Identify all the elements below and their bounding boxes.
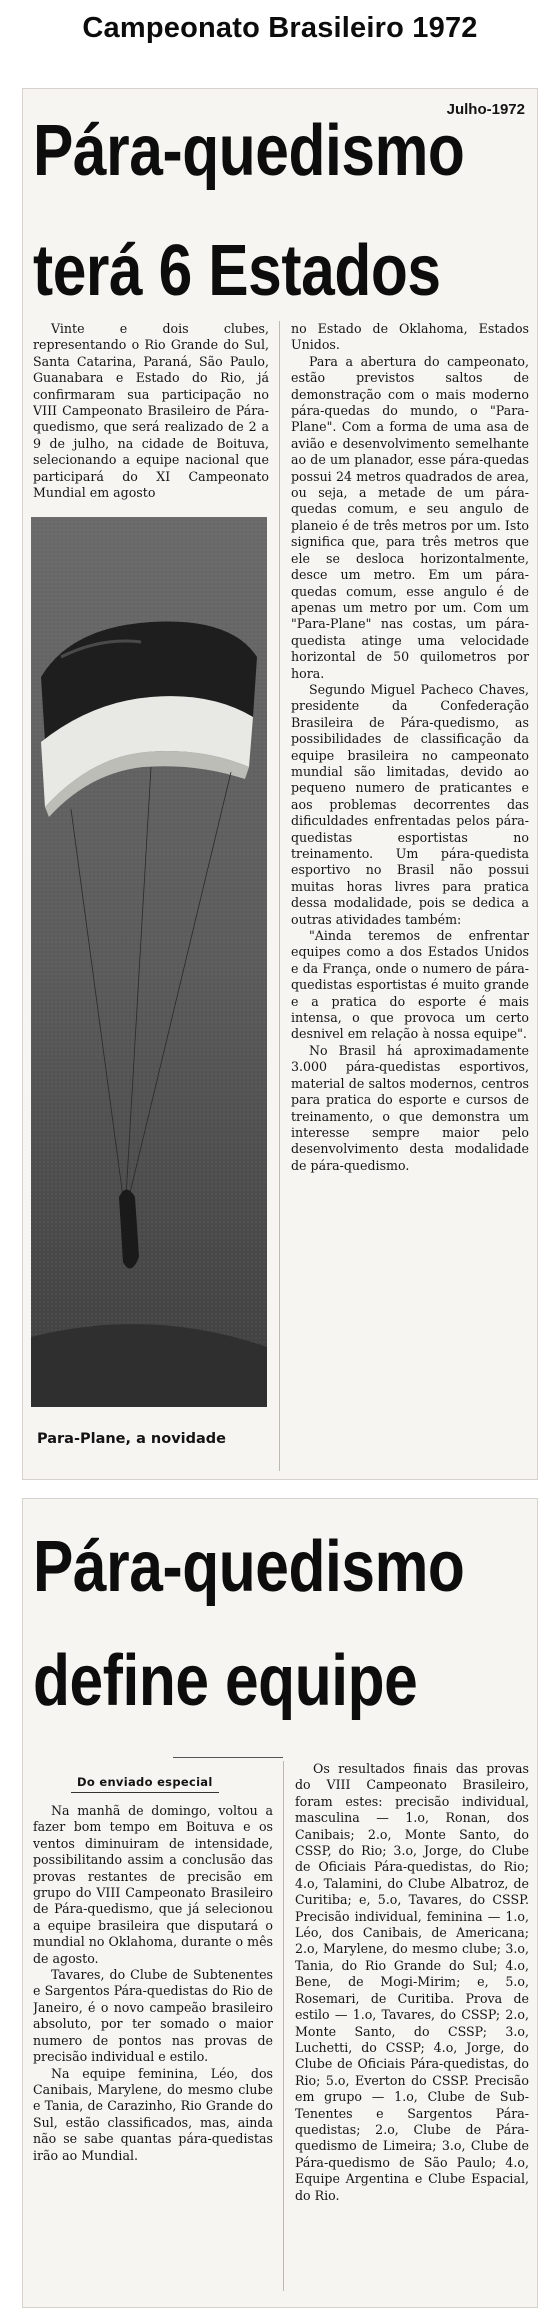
headline-line-1: Pára-quedismo	[33, 111, 465, 191]
paragraph: Na equipe feminina, Léo, dos Canibais, Marylene, do mesmo clube e Tania, de Carazinho, Rio Grande do Sul, estão classificados, mas, ainda não se sabe quantas pára-quedistas irão ao Mundial.	[33, 2065, 273, 2163]
article1-column-2	[291, 321, 529, 1471]
photo-para-plane	[31, 517, 267, 1407]
photo-caption: Para-Plane, a novidade	[37, 1431, 226, 1447]
newspaper-clipping-2	[22, 1498, 538, 2308]
byline: Do enviado especial	[71, 1775, 219, 1793]
paragraph: Na manhã de domingo, voltou a fazer bom tempo em Boituva e os ventos diminuiram de intensidade, possibilitando assim a conclusão das provas restantes de precisão em grupo do VIII Campeonato Brasileiro de Pára-quedismo, que já selecionou a equipe brasileira que disputará o mundial no Oklahoma, durante o mês de agosto.	[33, 1803, 273, 1966]
headline-line-2: define equipe	[33, 1641, 418, 1721]
column-divider	[283, 1761, 284, 2291]
parachute-photo-icon	[31, 517, 267, 1407]
article1-column-1	[33, 321, 269, 507]
paragraph: Segundo Miguel Pacheco Chaves, presidente da Confederação Brasileira de Pára-quedismo, as possibilidades de classificação da equipe brasileira no campeonato mundial são limitadas, devido ao pequeno numero de praticantes e aos problemas decorrentes das dificuldades enfrentadas pelos pára-quedistas esportistas no treinamento. Um pára-quedista esportivo no Brasil não possui muitas horas livres para pratica dessa modalidade, pois se dedica a outras atividades também:	[291, 681, 529, 927]
article2-column-2	[295, 1761, 529, 2301]
quote-paragraph: "Ainda teremos de enfrentar equipes como a dos Estados Unidos e da França, onde o numero de pára-quedistas esportistas é muito grande e a pratica do esporte é mais intensa, o que provoca um certo desnivel em relação à nossa equipe".	[291, 928, 529, 1042]
paragraph: Tavares, do Clube de Subtenentes e Sargentos Pára-quedistas do Rio de Janeiro, é o novo campeão brasileiro absoluto, por ter somado o maior numero de pontos nas provas de precisão individual e estilo.	[33, 1967, 273, 2065]
paragraph: Os resultados finais das provas do VIII Campeonato Brasileiro, foram estes: precisão individual, masculina — 1.o, Ronan, dos Canibais; 2.o, Monte Santo, do CSSP, do Rio; 3.o, Jorge, do Clube de Oficiais Pára-quedistas, do Rio; 4.o, Talamini, do Clube Albatroz, de Curitiba; e, 5.o, Tavares, do CSSP. Precisão individual, feminina — 1.o, Léo, dos Canibais, de Americana; 2.o, Marylene, do mesmo clube; 3.o, Tania, do Rio Grande do Sul; 4.o, Bene, de Mogi-Mirim; e, 5.o, Rosemari, de Curitiba. Prova de estilo — 1.o, Tavares, do CSSP; 2.o, Monte Santo, do CSSP; 3.o, Luchetti, do CSSP; 4.o, Jorge, do Clube de Oficiais Pára-quedistas, do Rio; 5.o, Everton do CSSP. Precisão em grupo — 1.o, Clube de Sub-Tenentes e Sargentos Pára-quedistas; 2.o, Clube de Pára-quedismo de Limeira; 3.o, Clube de Pára-quedismo de São Paulo; 4.o, Equipe Argentina e Clube Espacial, do Rio.	[295, 1761, 529, 2203]
article2-column-1	[33, 1803, 273, 2293]
article-date: Julho-1972	[446, 101, 525, 118]
column-divider	[279, 321, 280, 1471]
headline-line-2: terá 6 Estados	[33, 231, 441, 311]
paragraph: Vinte e dois clubes, representando o Rio Grande do Sul, Santa Catarina, Paraná, São Paulo, Guanabara e Estado do Rio, já confirmaram sua participação no VIII Campeonato Brasileiro de Pára-quedismo, que será realizado de 2 a 9 de julho, na cidade de Boituva, selecionando a equipe nacional que participará do XI Campeonato Mundial em agosto	[33, 321, 269, 501]
paragraph: Para a abertura do campeonato, estão previstos saltos de demonstração com o mais moderno pára-quedas do mundo, o "Para-Plane". Com a forma de uma asa de avião e desenvolvimento semelhante ao de um planador, esse pára-quedas possui 24 metros quadrados de area, ou seja, a metade de um pára-quedas comum, e seu angulo de planeio é de três metros por um. Isto significa que, para três metros que ele se desloca horizontalmente, desce um metro. Em um pára-quedas comum, esse angulo é de apenas um metro por um. Com um "Para-Plane" nas costas, um pára-quedista atinge uma velocidade horizontal de 50 quilometros por hora.	[291, 353, 529, 681]
paragraph: No Brasil há aproximadamente 3.000 pára-quedistas esportivos, material de saltos modernos, centros para pratica do esporte e cursos de treinamento, o que demonstra um interesse sempre maior pelo desenvolvimento desta modalidade de pára-quedismo.	[291, 1042, 529, 1173]
newspaper-clipping-1	[22, 88, 538, 1480]
rule	[173, 1757, 283, 1758]
page-title: Campeonato Brasileiro 1972	[82, 12, 478, 44]
paragraph: no Estado de Oklahoma, Estados Unidos.	[291, 321, 529, 353]
headline-line-1: Pára-quedismo	[33, 1527, 465, 1607]
